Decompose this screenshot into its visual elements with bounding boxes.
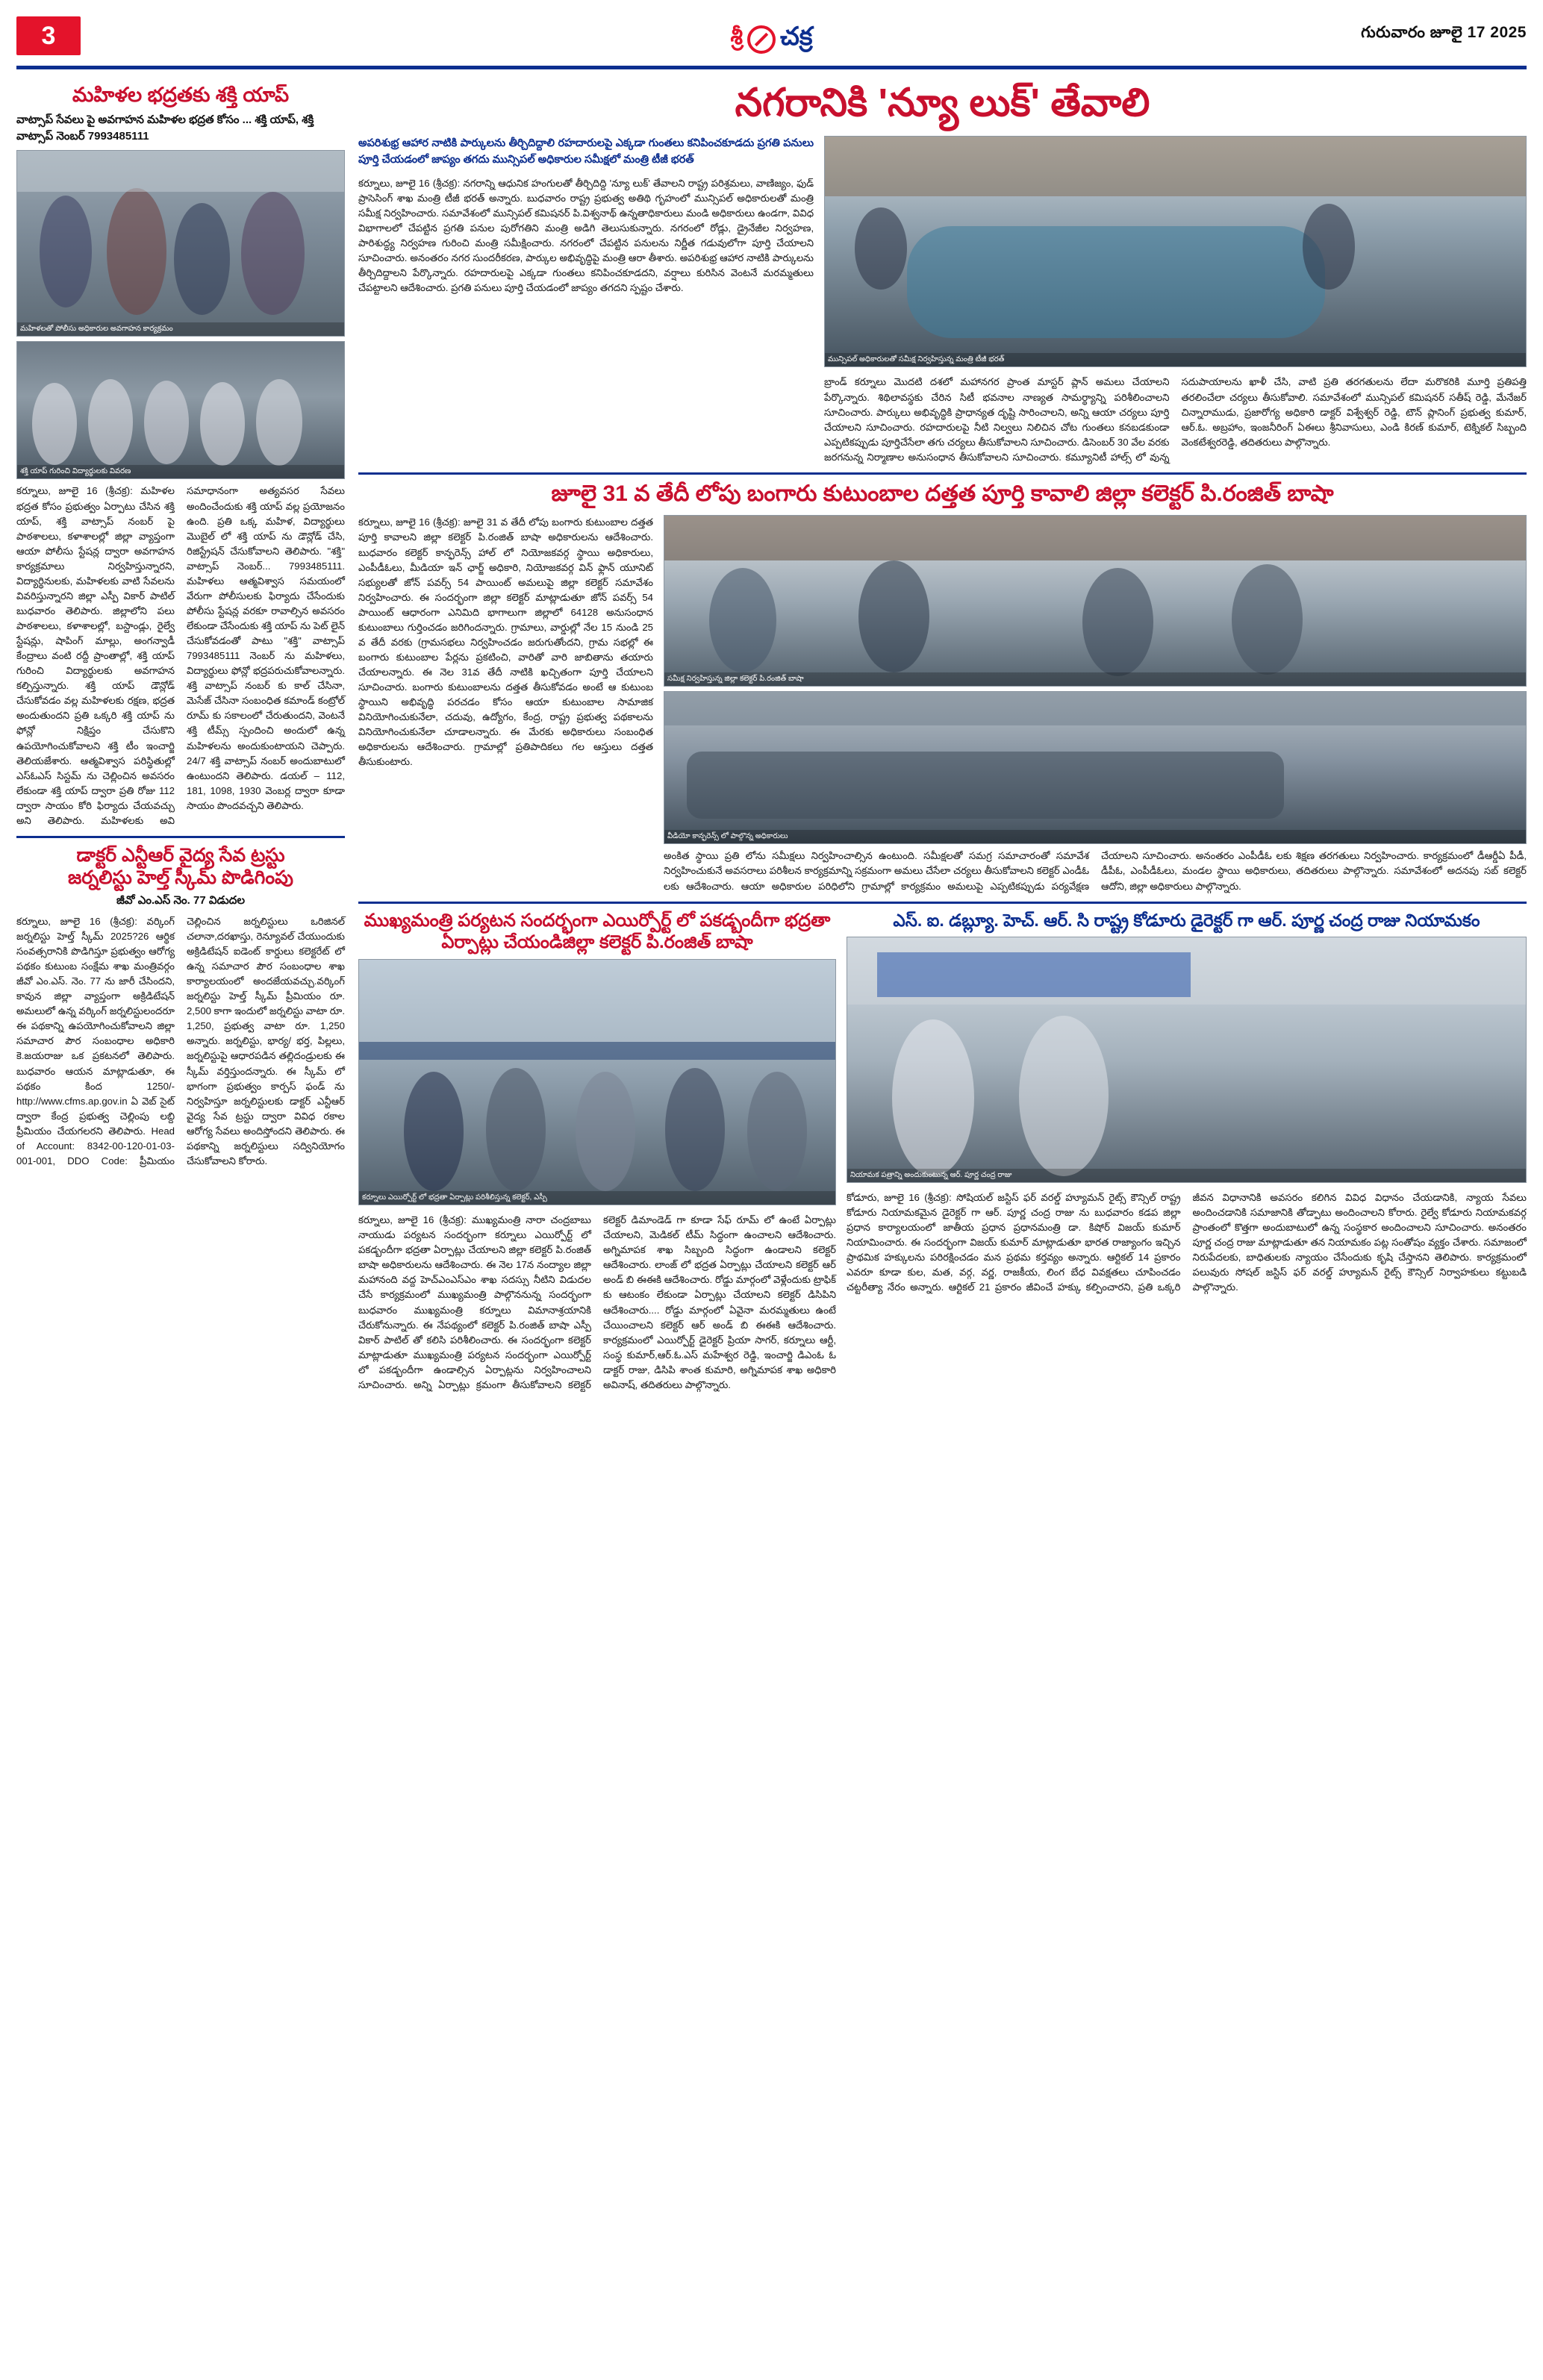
photo-caption: మున్సిపల్ అధికారులతో సమీక్ష నిర్వహిస్తున్న మంత్రి టీజీ భరత్ xyxy=(825,353,1526,366)
photo-women-awareness xyxy=(16,150,345,337)
shakti-app-headline: మహిళల భద్రతకు శక్తి యాప్ xyxy=(72,84,290,106)
top-story-kicker: అపరిశుభ్ర ఆహార నాటికి పార్కులను తీర్చిదిద్దాలి రహదారులపై ఎక్కడా గుంతలు కనిపించకూడదు ప్రగతి పనులు పూర్తి చేయడంలో జాప్యం తగదు మున్సిపల్ అధికారుల సమీక్షలో మంత్రి టీజీ భరత్ xyxy=(358,137,814,166)
page-content xyxy=(16,80,1527,1393)
top-story-text-col1: కర్నూలు, జూలై 16 (శ్రీచక్ర): నగరాన్ని ఆధునిక హంగులతో తీర్చిదిద్ది 'న్యూ లుక్' తేవాలని రాష్ట్ర పరిశ్రమలు, వాణిజ్యం, ఫుడ్ ప్రాసెసింగ్ శాఖ మంత్రి టీజీ భరత్ అన్నారు. బుధవారం రాష్ట్ర ప్రభుత్వ అతిథి గృహంలో మున్సిపల్ అధికారులతో మంత్రి సమీక్ష నిర్వహించారు. సమావేశంలో మున్సిపల్ కమిషనర్ పి.విశ్వనాథ్ ఉన్నతాధికారులు మండి అధికారులు ఉండగా, వివిధ విభాగాలలో చేపట్టిన ప్రగతి పనుల పురోగతిని మంత్రి అడిగి తెలుసుకున్నారు. నగరంలో రోడ్లు, డ్రైనేజీల నిర్వహణ, పారిశుద్ధ్య నిర్వహణ గురించి మంత్రి సమీక్షించారు. నగరంలో చేపట్టిన పనులను నిర్ణీత గడువులోగా పూర్తి చేయాలని సూచించారు. అనంతరం నగర సుందరీకరణ, పార్కుల అభివృద్ధిపై మంత్రి ఆరా తీశారు. అపరిశుభ్ర ఆహార నాటికి పార్కులను తీర్చిదిద్దాలని పేర్కొన్నారు. రహదారులపై ఎక్కడా గుంతలు కనిపించకూడదని, వర్షాలు కురిసిన వెంటనే మరమ్మతులు చేపట్టాలని ఆదేశించారు. ప్రగతి పనులు పూర్తి చేయడంలో జాప్యం తగదని స్పష్టం చేశారు. xyxy=(358,177,814,294)
bottom-right-story xyxy=(847,910,1527,1393)
photo-caption: కర్నూలు ఎయిర్పోర్ట్ లో భద్రతా ఏర్పాట్లు పరిశీలిస్తున్న కలెక్టర్, ఎస్పీ xyxy=(359,1191,835,1205)
top-story-right xyxy=(824,136,1527,464)
go-number-line: జీవో ఎం.ఎస్ నెం. 77 విడుదల xyxy=(116,893,246,907)
left-column xyxy=(16,80,345,1393)
cm-visit-article: కర్నూలు, జూలై 16 (శ్రీచక్ర): ముఖ్యమంత్రి నారా చంద్రబాబు నాయుడు పర్యటన సందర్భంగా కర్నూలు ఎయిర్పోర్ట్ లో పకడ్బందీగా భద్రతా ఏర్పాట్లు చేయాలని జిల్లా కలెక్టర్ పి.రంజిత్ బాషా అధికారులను ఆదేశించారు. ఈ నెల 17న నంద్యాల జిల్లా మహానంది వద్ద హెచ్ఎంఎస్ఎం శాఖ సదస్సు నీటిని విడుదల చేసే కార్యక్రమంలో ముఖ్యమంత్రి పాల్గొననున్న సందర్భంగా బుధవారం ముఖ్యమంత్రి కర్నూలు విమానాశ్రయానికి చేరుకోనున్నారు. ఈ నేపథ్యంలో కలెక్టర్ పి.రంజిత్ బాషా ఎస్పీ వికార్ పాటిల్ తో కలిసి పరిశీలించారు. ఈ సందర్భంగా కలెక్టర్ మాట్లాడుతూ ముఖ్యమంత్రి పర్యటన సందర్భంగా ఎయిర్పోర్ట్ లో పకడ్బందీగా ఉండాల్సిన ఏర్పాట్లను నిర్వహించాలని సూచించారు. అన్ని ఏర్పాట్లు క్రమంగా తీసుకోవాలని కలెక్టర్ కలెక్టర్ డిమాండెడ్ గా కూడా సేఫ్ రూమ్ లో ఉంటే ఏర్పాట్లు చేయాలని, మెడికల్ టీమ్ సిద్ధంగా ఉంచాలని ఆదేశించారు. అగ్నిమాపక శాఖ సిబ్బంది సిద్ధంగా ఉండాలని కలెక్టర్ ఆదేశించారు. లాంజ్ లో భద్రత ఏర్పాట్లు చేయాలని కలెక్టర్ ఆర్ అండ్ బి ఈఈకి ఆదేశించారు. రోడ్డు మార్గంలో వెళ్లేందుకు ట్రాఫిక్ కు ఆటంకం లేకుండా ఏర్పాట్లు చేయాలని కలెక్టర్ డిసిపిని ఆదేశించారు.... రోడ్డు మార్గంలో ఏవైనా మరమ్మతులు ఉంటే చేయించాలని కలెక్టర్ ఆర్ అండ్ బి ఈఈకి ఆదేశించారు. కార్యక్రమంలో ఎయిర్పోర్ట్ డైరెక్టర్ ప్రియా సాగర్, కర్నూలు ఆర్టీ, సంస్థ కుమార్,ఆర్.ఓ.ఎస్ మహేశ్వర రెడ్డి, ఇంచార్జి డిఎంఓ ఓ డాక్టర్ రాజు, డిసిపి శాంత కుమారి, అగ్నిమాపక శాఖ అధికారి అవినాష్, తదితరులు పాల్గొన్నారు. xyxy=(358,1214,836,1390)
photo-caption: వీడియో కాన్ఫరెన్స్ లో పాల్గొన్న అధికారులు xyxy=(664,830,1526,843)
logo-sri-text: శ్రీ xyxy=(730,24,743,49)
main-headline: నగరానికి 'న్యూ లుక్' తేవాలి xyxy=(735,81,1150,125)
section-divider xyxy=(358,472,1527,475)
photo-students-phones xyxy=(16,341,345,479)
photo-caption: మహిళలతో పోలీసు అధికారుల అవగాహన కార్యక్రమం xyxy=(17,322,344,336)
appointment-article: కోడూరు, జూలై 16 (శ్రీచక్ర): సోషియల్ జస్టిస్ ఫర్ వరల్డ్ హ్యూమన్ రైట్స్ కౌన్సిల్ రాష్ట్ర కోడూరు నియామకమైన డైరెక్టర్ గా ఆర్. పూర్ణ చంద్ర రాజు ను బుధవారం కడప జిల్లా ప్రధాన కార్యాలయంలో జాతీయ ప్రధాన ప్రధానమంత్రి డా. కిషోర్ విజయ్ కుమార్ నియామించారు. ఈ సందర్భంగా విజయ్ కుమార్ మాట్లాడుతూ భారత రాజ్యాంగం ఇచ్చిన ప్రాథమిక హక్కులను పరిరక్షించడం మన ప్రథమ కర్తవ్యం అన్నారు. ఆర్టికల్ 14 ప్రకారం ఎవరూ కూడా కుల, మత, వర్గ, వర్ణ, రాజకీయ, లింగ బేధ వివక్షతలు చూపించడం చట్టరీత్యా నేరం అన్నారు. ఆర్టికల్ 21 ప్రకారం జీవించే హక్కు కల్పించారని, ప్రతి ఒక్కరి జీవన విధానానికి అవసరం కలిగిన వివిధ విధానం చేయడానికి, న్యాయ సేవలు అందించడానికి సమాజానికి తోడ్పాటు అందించాలని కోరారు. రైల్వే కోడూరు నియామకవర్గ ప్రాంతంలో కొత్తగా అందుబాటులో ఉన్న సంస్థకార అందించాలని సూచించారు. అనంతరం పూర్ణ చంద్ర రాజు మాట్లాడుతూ తన నియామకం పట్ల సంతోషం వ్యక్తం చేశారు. సమాజంలో నిరుపేదలకు, బాధితులకు న్యాయం చేసేందుకు కృషి చేస్తానని తెలిపారు. కార్యక్రమంలో పలువురు సోషల్ జస్టిస్ ఫర్ వరల్డ్ హ్యూమన్ రైట్స్ కౌన్సిల్ నిర్వాహకులు కట్టుబడి పాల్గొన్నారు. xyxy=(847,1191,1527,1293)
photo-training-hall xyxy=(664,691,1527,844)
ntr-trust-article: కర్నూలు, జూలై 16 (శ్రీచక్ర): వర్కింగ్ జర్నలిస్టు హెల్త్ స్కీమ్ 2025?26 ఆర్థిక సంవత్సరానికి పొడిగిస్తూ ప్రభుత్వం ఆరోగ్య పథకం కుటుంబ సంక్షేమ శాఖ మంత్రివర్గం జీవో ఎం.ఎస్. నెం. 77 ను జారీ చేసిందని, కావున జిల్లా వ్యాప్తంగా అక్రిడిటేషన్ అమలులో ఉన్న వర్కింగ్ జర్నలిస్టులందరూ ఈ పథకాన్ని ఉపయోగించుకోవాలని జిల్లా సమాచార పౌర సంబంధాల అధికారి కె.జయరాజు ఒక ప్రకటనలో తెలిపారు. బుధవారం ఆయన మాట్లాడుతూ, ఈ పథకం కింద 1250/- http://www.cfms.ap.gov.in ఏ వెబ్ సైట్ ద్వారా కేంద్ర ప్రభుత్వ చెల్లింపు లబ్ది ప్రీమియం చేయగలరని తెలిపారు. Head of Account: 8342-00-120-01-03-001-001, DDO Code: ప్రీమియం చెల్లించిన జర్నలిస్టులు ఒరిజినల్ చలానా,దరఖాస్తు, రెన్యూవల్ చేయుందుకు అక్రిడిటేషన్ ఐడెంట్ కార్డులు కలెక్టరేట్ లో ఉన్న సమాచార పౌర సంబంధాల శాఖ కార్యాలయంలో అందజేయవచ్చు.వర్కింగ్ జర్నలిస్టు హెల్త్ స్కీమ్ ప్రీమియం రూ. 2,500 కాగా ఇందులో జర్నలిస్టు వాటా రూ. 1,250, ప్రభుత్వ వాటా రూ. 1,250 అన్నారు. జర్నలిస్టు, భార్య/ భర్త, పిల్లలు, జర్నలిస్టుపై ఆధారపడిన తల్లిదండ్రులకు ఈ స్కీమ్ వర్తిస్తుందన్నారు. ఈ స్కీమ్ లో భాగంగా ప్రభుత్వం కార్పస్ ఫండ్ ను నిర్వహిస్తూ జర్నలిస్టులకు డాక్టర్ ఎన్టీఆర్ వైద్య సేవ ట్రస్టు ద్వారా వివిధ రకాల ఆరోగ్య సేవలు అందిస్తోందని తెలిపారు. ఈ పథకాన్ని జర్నలిస్టులు సద్వినియోగం చేసుకోవాలని కోరారు. xyxy=(16,915,345,1166)
photo-caption: నియామక పత్రాన్ని అందుకుంటున్న ఆర్. పూర్ణ చంద్ర రాజు xyxy=(847,1169,1526,1182)
section-divider xyxy=(16,836,345,838)
shakti-app-article: కర్నూలు, జూలై 16 (శ్రీచక్ర): మహిళల భద్రత కోసం ప్రభుత్వం ఏర్పాటు చేసిన శక్తి యాప్, శక్తి వాట్సాప్ నంబర్ పై పాఠశాలలు, కళాశాలల్లో జిల్లా వ్యాప్తంగా ఆయా పోలీసు స్టేషన్ల ద్వారా అవగాహన కార్యక్రమాలు నిర్వహిస్తున్నారని, విద్యార్థినులకు, మహిళలకు వాటి సేవలను వివరిస్తున్నారని జిల్లా ఎస్పీ వికార్ పాటిల్ బుధవారం తెలిపారు. జిల్లాలోని పలు పాఠశాలలు, కళాశాలల్లో, బస్టాండ్లు, రైల్వే స్టేషన్లు, షాపింగ్ మాల్లు, అంగన్వాడీ కేంద్రాలు వంటి రద్దీ ప్రాంతాల్లో, శక్తి యాప్ గురించి విద్యార్థులకు అవగాహన కల్పిస్తున్నారు. శక్తి యాప్ డౌన్లోడ్ చేసుకోవడం వల్ల మహిళలకు రక్షణ, భద్రత అందుతుందని ప్రతి ఒక్కరి శక్తి యాప్ ను ఫోన్లో నిక్షిప్తం చేసుకొని ఉపయోగించుకోవాలని శక్తి టీం ఇంచార్జి తెలియజేశారు. ఆత్మవిశ్వాస పరిస్థితుల్లో ఎస్ఓఎస్ సిస్టమ్ ను చెల్లించిన అవసరం లేకుండా శక్తి యాప్ ద్వారా ప్రతి రోజు 112 ద్వారా సాయం కోరి ఫిర్యాదు చేయవచ్చు అని తెలిపారు. మహిళలకు అవి సమాధానంగా అత్యవసర సేవలు అందించేందుకు శక్తి యాప్ వల్ల ప్రయోజనం ఉంది. ప్రతి ఒక్క మహిళ, విద్యార్థులు మొబైల్ లో శక్తి యాప్ ను డౌన్లోడ్ చేసి, రిజిస్ట్రేషన్ చేసుకోవాలని తెలిపారు. "శక్తి" వాట్సాప్ నెంబర్... 7993485111. మహిళలు ఆత్మవిశ్వాస సమయంలో వేరుగా పోలీసులకు ఫిర్యాదు చేసేందుకు పోలీసు స్టేషన్ల వరకూ రావాల్సిన అవసరం లేకుండా చేసేందుకు శక్తి యాప్ ను పెట్ లైన్ చేసుకోవడంతో పాటు "శక్తి" వాట్సాప్ 7993485111 నెంబర్ ను మహిళలు, విద్యార్థులు ఫోన్లో భద్రపరుచుకోవాలన్నారు. శక్తి వాట్సాప్ నంబర్ కు కాల్ చేసినా, మెసేజ్ చేసినా సంబంధిత కమాండ్ కంట్రోల్ రూమ్ కు సకాలంలో చేరుతుందని, వెంటనే శక్తి టీమ్స్ స్పందించి అందులో ఉన్న మహిళలను అందుకుంటాయని చెప్పారు. 24/7 శక్తి వాట్సాప్ నంబర్ అందుబాటులో ఉంటుందని తెలిపారు. డయల్ – 112, 181, 1098, 1930 వెంబర్ల ద్వారా కూడా సాయం పొందవచ్చని తెలిపారు. xyxy=(16,485,345,826)
page-number-badge: 3 xyxy=(16,16,81,55)
main-columns xyxy=(358,80,1527,1393)
top-story-left xyxy=(358,136,814,464)
newspaper-logo xyxy=(730,22,812,57)
photo-airport-security xyxy=(358,959,836,1205)
golden-families-headline: జూలై 31 వ తేదీ లోపు బంగారు కుటుంబాల దత్తత పూర్తి కావాలి జిల్లా కలెక్టర్ పి.రంజిత్ బాషా xyxy=(551,481,1334,506)
ntr-trust-headline-2: జర్నలిస్టు హెల్త్ స్కీమ్ పొడిగింపు xyxy=(67,867,293,889)
shakti-app-subhead: వాట్సాప్ సేవలు పై అవగాహన మహిళల భద్రత కోసం ... శక్తి యాప్, శక్తి వాట్సాప్ నెంబర్ 7993485111 xyxy=(16,113,314,143)
top-story-row xyxy=(358,136,1527,464)
mid-story-text-col1: కర్నూలు, జూలై 16 (శ్రీచక్ర): జూలై 31 వ తేదీ లోపు బంగారు కుటుంబాల దత్తత పూర్తి కావాలని జిల్లా కలెక్టర్ పి.రంజిత్ బాషా అధికారులను ఆదేశించారు. బుధవారం కలెక్టర్ కాన్ఫరెన్స్ హాల్ లో నియోజకవర్గ స్థాయి అధికారులు, ఎంపీడీఓలు, మీడియా ఇన్ ఛార్జ్ అధికారి, నియోజకవర్గ విన్ ఫ్లాన్ యూనిట్ సభ్యులతో జోన్ పవర్స్ 54 పాయింట్ అమలుపై జిల్లా కలెక్టర్ సమావేశం నిర్వహించారు. ఈ సందర్భంగా జిల్లా కలెక్టర్ మాట్లాడుతూ జోన్ పవర్స్ 54 పాయింట్ ఆధారంగా ఎనిమిది భాగాలుగా జిల్లాలో 64128 అనుసంధాన కుటుంబాలు గుర్తించడం జరిగిందన్నారు. గ్రామాలు, వార్డుల్లో నేల 15 నుండి 25 వ తేదీ వరకు (గ్రామసభలు నిర్వహించడం జరుగుతోందని, గ్రామ సభల్లో ఈ బంగారు కుటుంబాల పేర్లను ప్రకటించి, వారితో వారి జాబితాను తయారు చేయాలన్నారు. ఈ నెల 31వ తేదీ నాటికి ఖచ్చితంగా పూర్తి చేయాలని సూచించారు. బంగారు కుటుంబాలను దత్తత తీసుకోవడం అంటే ఆ కుటుంబ స్థాయిని అభివృద్ధి పరచడం కోసం ఆయా కుటుంబాల సామాజిక వినియోగించుకునేలా, చదువు, ఉద్యోగం, కేంద్ర, రాష్ట్ర ప్రభుత్వ పథకాలను వినియోగించుకునేలా చూడాలన్నారు. ఈ మేరకు అధికారులు సంబంధిత అధికారులను ఆదేశించారు. గ్రామాల్లో ప్రతిపాదికలు గల ఆస్తులు దత్తత తీసుకుంటారు. xyxy=(358,516,653,768)
mid-story-text-col2: అంకిత స్థాయి ప్రతి లోను సమీక్షలు నిర్వహించాల్సిన ఉంటుంది. సమీక్షలతో సమగ్ర సమాచారంతో సమావేశ నిర్వహించుకునే అవసరాలు పరిశీలన కార్యక్రమాన్ని సక్రమంగా అమలు చేసేలా చర్యలు తీసుకోవాలని కలెక్టర్ ఎండీఓ లకు ఆదేశించారు. ఆయా అధికారుల పరిధిలోని గ్రామాల్లో కార్యక్రమం అమలుపై ఎప్పటికప్పుడు పర్యవేక్షణ చేయాలని సూచించారు. అనంతరం ఎంపీడీఓ లకు శిక్షణ తరగతులు నిర్వహించారు. కార్యక్రమంలో డీఆర్డీఏ పీడీ, డీపీఓ, ఎంపీడీఓలు, మండల స్థాయి అధికారులు, తదితరులు పాల్గొన్నారు. సమావేశంలో అదనపు సబ్ కలెక్టర్ ఆదోని, జిల్లా అధికారులు పాల్గొన్నారు. xyxy=(664,850,1527,892)
photo-collector-review xyxy=(664,515,1527,687)
bottom-stories-row xyxy=(358,910,1527,1393)
top-story-text-col2: బ్రాండ్ కర్నూలు మొదటి దశలో మహానగర ప్రాంత మాస్టర్ ప్లాన్ అమలు చేయాలని పేర్కొన్నారు. శిథిలావస్థకు చేరిన సిటీ భవనాల నాణ్యత సామర్థ్యాన్ని పరిశీలించాలని సూచించారు. పార్కులు అభివృద్ధికి ప్రాధాన్యత దృష్టి సారించాలని, అన్ని ఆయా చర్యలు పూర్తి చేయాలని సూచించారు. రహదారులపై నీటి నిల్వలు నిలిచిన చోట గుంతలు కనబడకుండా ఎప్పటికప్పుడు పూర్తిచేసేలా తగు చర్యలు తీసుకోవాలని సూచించారు. డిసెంబర్ 30 వేల వరకు జరగనున్న నిర్మాణాల అనుసంధాన తీసుకోవాలని సూచించారు. కమ్యూనిటీ హాల్స్ లో వున్న సదుపాయాలను ఖాళీ చేసి, వాటి ప్రతి తరగతులను లేదా మరొకరికి మూర్తి ప్రతిపత్తి తరలించేలా చర్యలు తీసుకోవాలి. సమావేశంలో మున్సిపల్ కమిషనర్ సతీష్ రెడ్డి, మేనేజర్ చిన్నారాముడు, ప్రజారోగ్య అధికారి డాక్టర్ విశ్వేశ్వర్ రెడ్డి, టౌన్ ప్లానింగ్ ప్రభుత్వ కుమార్, ఆర్.ఓ. అబ్రహాం, ఇంజనీరింగ్ ఏఈలు శ్రీనివాసులు, ఎండి కిరణ్ కుమార్, టెక్నికల్ సిబ్బంది వెంకటేశ్వరరెడ్డి, తదితరులు పాల్గొన్నారు. xyxy=(824,376,1527,463)
mid-story-left xyxy=(358,515,653,893)
masthead xyxy=(16,13,1527,69)
appointment-headline: ఎస్. ఐ. డబ్ల్యూ. హెచ్. ఆర్. సి రాష్ట్ర కోడూరు డైరెక్టర్ గా ఆర్. పూర్ణ చంద్ర రాజు నియామకం xyxy=(893,910,1480,930)
mid-story-row xyxy=(358,515,1527,893)
mid-story-right xyxy=(664,515,1527,893)
logo-chakra-text: చక్ర xyxy=(779,22,813,51)
section-divider xyxy=(358,902,1527,904)
issue-date: గురువారం జూలై 17 2025 xyxy=(1361,24,1527,41)
chakra-wheel-icon xyxy=(747,25,776,54)
ntr-trust-headline-1: డాక్టర్ ఎన్టీఆర్ వైద్య సేవ ట్రస్టు xyxy=(76,844,285,866)
photo-caption: శక్తి యాప్ గురించి విద్యార్థులకు వివరణ xyxy=(17,465,344,478)
photo-caption: సమీక్ష నిర్వహిస్తున్న జిల్లా కలెక్టర్ పి.రంజిత్ బాషా xyxy=(664,672,1526,686)
cm-visit-headline: ముఖ్యమంత్రి పర్యటన సందర్భంగా ఎయిర్పోర్ట్ లో పకడ్బందీగా భద్రతా ఏర్పాట్లు చేయండిజిల్లా కలెక్టర్ పి.రంజిత్ బాషా xyxy=(364,910,831,952)
bottom-left-story xyxy=(358,910,836,1393)
photo-municipal-review-meeting xyxy=(824,136,1527,367)
photo-appointment-ceremony xyxy=(847,937,1527,1183)
